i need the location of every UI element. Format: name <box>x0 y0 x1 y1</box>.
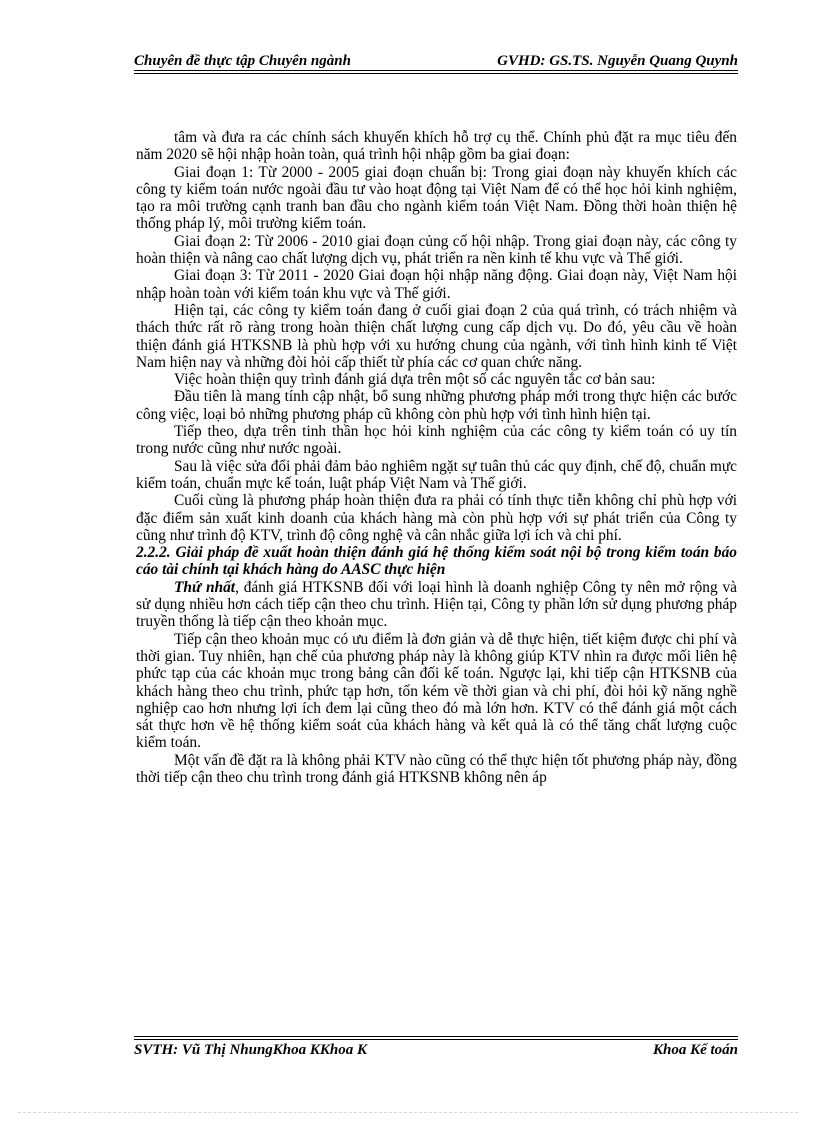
page-bottom-edge <box>18 1112 798 1113</box>
paragraph-principle-3: Sau là việc sửa đổi phải đảm bảo nghiêm ngặt sự tuân thủ các quy định, chế độ, chuẩn mực kiểm toán, chuẩn mực kế toán, luật pháp Việt Nam và Thế giới. <box>136 457 737 492</box>
document-body <box>136 129 737 786</box>
paragraph-principle-4: Cuối cùng là phương pháp hoàn thiện đưa ra phải có tính thực tiễn không chỉ phù hợp với đặc điểm sản xuất kinh doanh của khách hàng mà còn phù hợp với sự phát triển của Công ty cũng như trình độ KTV, trình độ công nghệ và cân nhắc giữa lợi ích và chi phí. <box>136 492 737 544</box>
paragraph-stage-2: Giai đoạn 2: Từ 2006 - 2010 giai đoạn củng cố hội nhập. Trong giai đoạn này, các công ty hoàn thiện và nâng cao chất lượng dịch vụ, phát triển ra nền kinh tế khu vực và Thế giới. <box>136 232 737 268</box>
footer-student: SVTH: Vũ Thị NhungKhoa KKhoa K <box>134 1042 368 1058</box>
paragraph-approach-comparison: Tiếp cận theo khoản mục có ưu điểm là đơn giản và dễ thực hiện, tiết kiệm được chi phí và thời gian. Tuy nhiên, hạn chế của phương pháp này là không giúp KTV nhìn ra được mối liên hệ phức tạp của các khoản mục trong bảng cân đối kế toán. Ngược lại, khi tiếp cận HTKSNB của khách hàng theo chu trình, phức tạp hơn, tốn kém về thời gian và chi phí, đòi hỏi kỹ năng nghề nghiệp cao hơn nhưng lợi ích đem lại cũng theo đó mà lớn hơn. KTV có thể đánh giá một cách sát thực hơn về hệ thống kiểm soát của khách hàng và kết quả là có thể tăng chất lượng cuộc kiểm toán. <box>136 630 737 752</box>
footer-department: Khoa Kế toán <box>652 1042 738 1058</box>
paragraph-principle-2: Tiếp theo, dựa trên tinh thần học hỏi kinh nghiệm của các công ty kiểm toán có uy tín trong nước cũng như nước ngoài. <box>136 423 737 458</box>
paragraph-first-solution <box>136 579 737 631</box>
header-supervisor: GVHD: GS.TS. Nguyễn Quang Quynh <box>497 53 738 69</box>
footer-divider <box>134 1036 738 1040</box>
header-course-title: Chuyên đề thực tập Chuyên ngành <box>134 53 351 69</box>
header-divider <box>134 70 738 74</box>
paragraph-stage-1: Giai đoạn 1: Từ 2000 - 2005 giai đoạn chuẩn bị: Trong giai đoạn này khuyến khích các công ty kiểm toán nước ngoài đầu tư vào hoạt động tại Việt Nam để có thể học hỏi kinh nghiệm, tạo ra môi trường cạnh tranh ban đầu cho ngành kiểm toán Việt Nam. Đồng thời hoàn thiện hệ thống pháp lý, môi trường kiểm toán. <box>136 163 737 233</box>
page-footer <box>134 1042 738 1059</box>
paragraph-principle-1: Đầu tiên là mang tính cập nhật, bổ sung những phương pháp mới trong thực hiện các bước công việc, loại bỏ những phương pháp cũ không còn phù hợp với tình hình hiện tại. <box>136 388 737 423</box>
paragraph-current-status: Hiện tại, các công ty kiểm toán đang ở cuối giai đoạn 2 của quá trình, có trách nhiệm và thách thức rất rõ ràng trong hoàn thiện chất lượng cung cấp dịch vụ. Do đó, yêu cầu về hoàn thiện đánh giá HTKSNB là phù hợp với xu hướng chung của ngành, với tình hình kinh tế Việt Nam hiện nay và những đòi hỏi cấp thiết từ phía các cơ quan chức năng. <box>136 301 737 371</box>
paragraph-intro: tâm và đưa ra các chính sách khuyến khích hỗ trợ cụ thể. Chính phủ đặt ra mục tiêu đến năm 2020 sẽ hội nhập hoàn toàn, quá trình hội nhập gồm ba giai đoạn: <box>136 129 737 164</box>
paragraph-lead-term: Thứ nhất <box>174 578 236 596</box>
paragraph-principles-intro: Việc hoàn thiện quy trình đánh giá dựa trên một số các nguyên tắc cơ bản sau: <box>174 371 656 389</box>
section-heading: 2.2.2. Giải pháp đề xuất hoàn thiện đánh giá hệ thống kiểm soát nội bộ trong kiểm toán báo cáo tài chính tại khách hàng do AASC thực hiện <box>136 544 737 579</box>
paragraph-stage-3: Giai đoạn 3: Từ 2011 - 2020 Giai đoạn hội nhập năng động. Giai đoạn này, Việt Nam hội nhập hoàn toàn với kiểm toán khu vực và Thế giới. <box>136 267 737 302</box>
paragraph-issue: Một vấn đề đặt ra là không phải KTV nào cũng có thể thực hiện tốt phương pháp này, đồng thời tiếp cận theo chu trình trong đánh giá HTKSNB không nên áp <box>136 751 737 786</box>
page-header <box>134 46 738 70</box>
paragraph-first-solution-text: , đánh giá HTKSNB đối với loại hình là doanh nghiệp Công ty nên mở rộng và sử dụng nhiều hơn cách tiếp cận theo chu trình. Hiện tại, Công ty phần lớn sử dụng phương pháp truyền thống là tiếp cận theo khoản mục. <box>136 578 737 631</box>
